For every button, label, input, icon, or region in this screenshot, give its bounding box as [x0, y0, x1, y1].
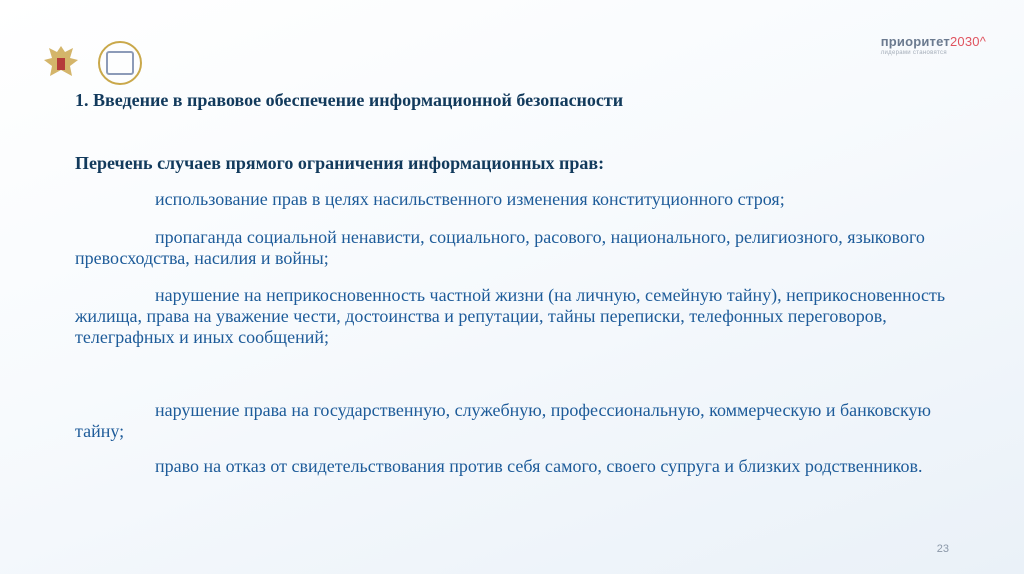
list-item-text: право на отказ от свидетельствования против себя самого, своего супруга и близких родственников.	[155, 456, 923, 476]
brand-logo	[881, 34, 986, 56]
list-item	[75, 511, 955, 532]
list-item	[75, 189, 955, 210]
list-item-text: использование прав в целях насильственного изменения конституционного строя;	[155, 189, 785, 209]
eagle-emblem-icon	[38, 40, 84, 86]
list-item-text: нарушение права на государственную, служебную, профессиональную, коммерческую и банковскую тайну;	[75, 400, 931, 441]
header-logos	[38, 40, 142, 86]
list-item	[75, 227, 955, 269]
list-item	[75, 456, 955, 477]
list-item-text: пропаганда социальной ненависти, социального, расового, национального, религиозного, языкового превосходства, насилия и войны;	[75, 227, 925, 268]
list-item-text: нарушение на неприкосновенность частной жизни (на личную, семейную тайну), неприкосновенность жилища, права на уважение чести, достоинства и репутации, тайны переписки, телефонных переговоров, телеграфных и иных сообщений;	[75, 285, 946, 347]
institution-emblem-icon	[98, 41, 142, 85]
brand-year: 2030^	[949, 34, 986, 49]
list-heading: Перечень случаев прямого ограничения информационных прав:	[75, 153, 605, 173]
list-item	[75, 285, 955, 348]
section-title: 1. Введение в правовое обеспечение информационной безопасности	[75, 90, 624, 110]
page-number: 23	[936, 543, 949, 555]
brand-tagline: лидерами становятся	[880, 50, 947, 56]
list-item	[75, 400, 955, 442]
brand-name: приоритет	[880, 34, 950, 49]
